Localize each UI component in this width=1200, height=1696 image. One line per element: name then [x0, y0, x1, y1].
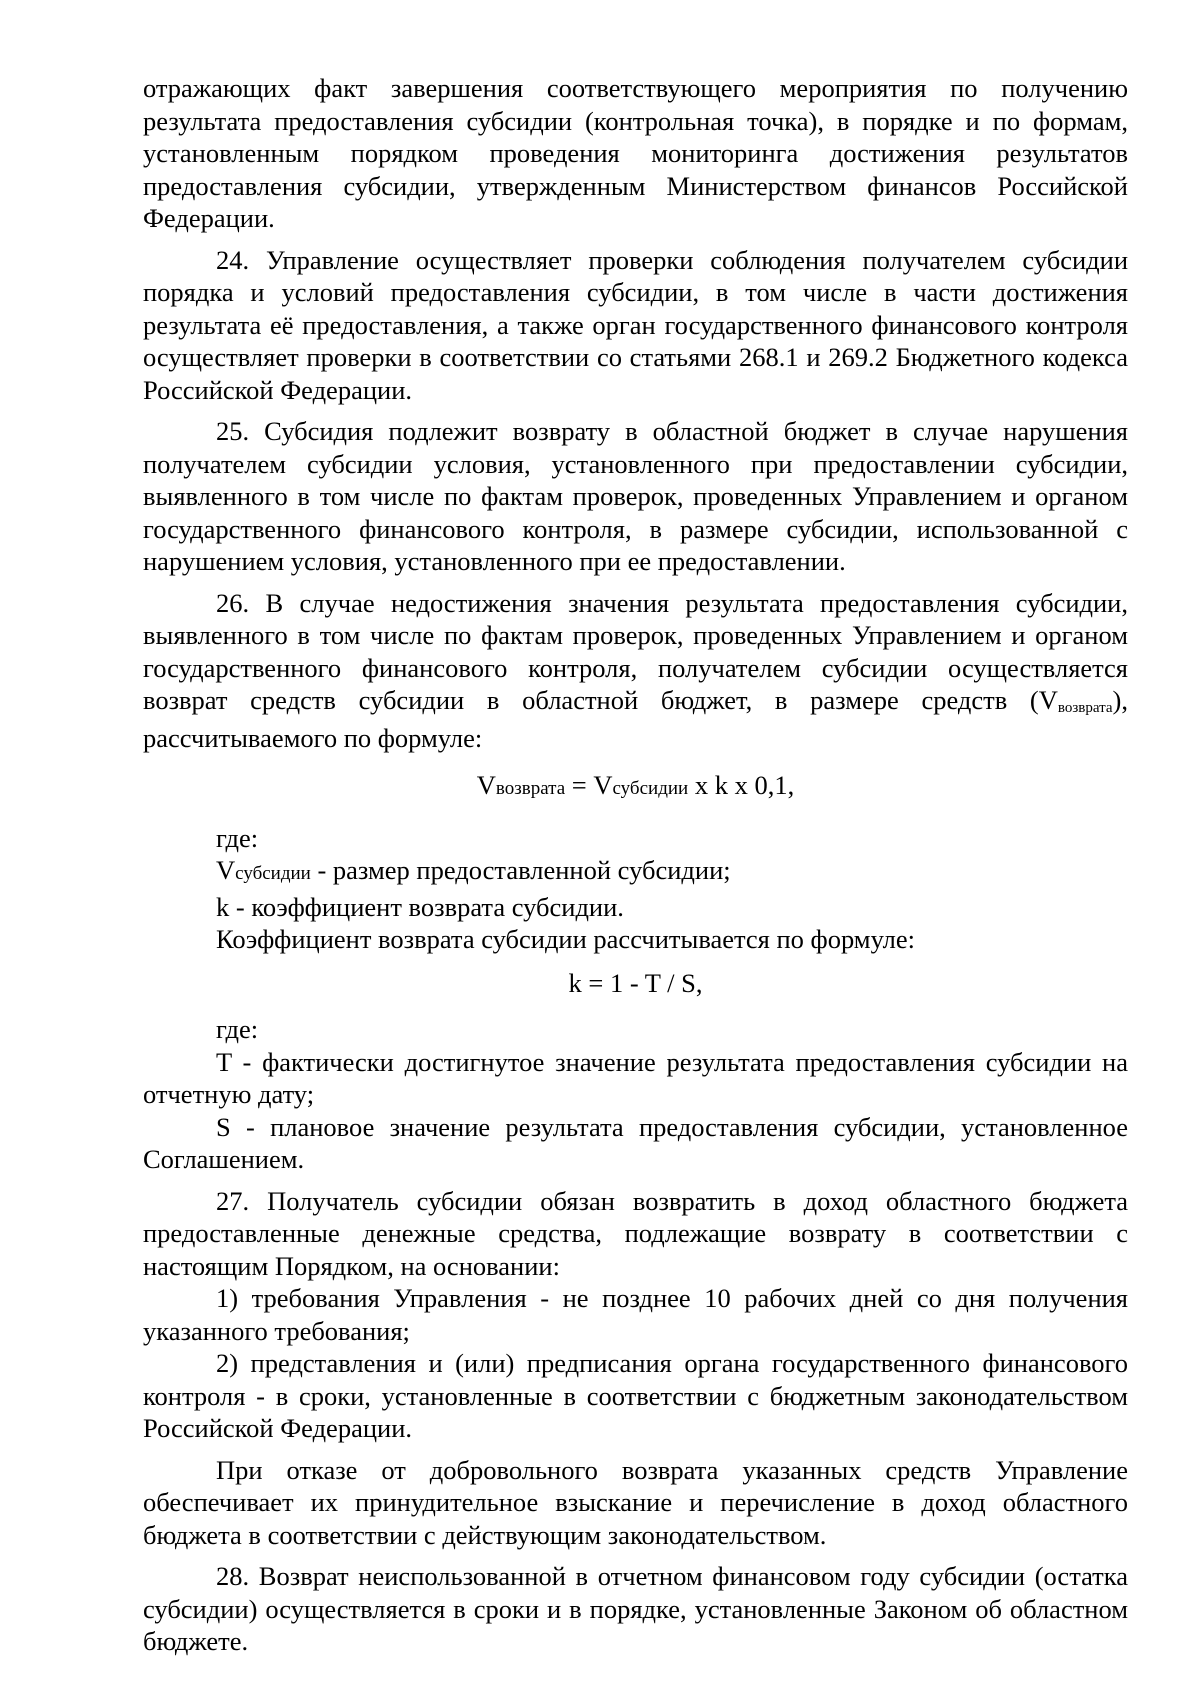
document-page [143, 72, 1128, 1658]
definition-vsubsidii: Vсубсидии - размер предоставленной субсидии; [216, 855, 731, 885]
subscript-vozvrata: возврата [1057, 700, 1113, 716]
paragraph-28: 28. Возврат неиспользованной в отчетном финансовом году субсидии (остатка субсидии) осуществляется в сроки и в порядке, установленные Законом об областном бюджете. [143, 1561, 1128, 1656]
definition-k: k - коэффициент возврата субсидии. [216, 891, 624, 922]
paragraph-27-refusal: При отказе от добровольного возврата указанных средств Управление обеспечивает их принудительное взыскание и перечисление в доход областного бюджета в соответствии с действующим законодательством. [143, 1454, 1128, 1550]
paragraph-26-end: ), рассчитываемого по формуле: [143, 685, 1128, 753]
paragraph-24: 24. Управление осуществляет проверки соблюдения получателем субсидии порядка и условий предоставления субсидии, в том числе в части достижения результата её предоставления, а также орган государственного финансового контроля осуществляет проверки в соответствии со статьями 268.1 и 269.2 Бюджетного кодекса Российской Федерации. [143, 244, 1128, 405]
paragraph-27: 27. Получатель субсидии обязан возвратить в доход областного бюджета предоставленные денежные средства, подлежащие возврату в соответствии с настоящим Порядком, на основании: [143, 1185, 1128, 1281]
paragraph-26 [143, 587, 1128, 755]
paragraph-continuation: отражающих факт завершения соответствующего мероприятия по получению результата предоставления субсидии (контрольная точка), в порядке и по формам, установленным порядком проведения мониторинга достижения результатов предоставления субсидии, утвержденным Министерством финансов Российской Федерации. [143, 73, 1128, 233]
where-label-2: где: [216, 1014, 259, 1044]
paragraph-25: 25. Субсидия подлежит возврату в областной бюджет в случае нарушения получателем субсидии условия, установленного при предоставлении субсидии, выявленного в том числе по фактам проверок, проведенных Управлением и органом государственного финансового контроля, в размере субсидии, использованной с нарушением условия, установленного при ее предоставлении. [143, 416, 1128, 576]
formula-return-amount: Vвозврата = Vсубсидии x k x 0,1, [476, 770, 795, 800]
k-formula-intro: Коэффициент возврата субсидии рассчитывается по формуле: [216, 924, 916, 954]
definition-s: S - плановое значение результата предоставления субсидии, установленное Соглашением. [143, 1111, 1128, 1174]
formula-coefficient: k = 1 - T / S, [568, 967, 703, 998]
where-label-1: где: [216, 822, 259, 853]
formula-sub-subsidii: субсидии [612, 778, 689, 799]
paragraph-27-item-1: 1) требования Управления - не позднее 10 рабочих дней со дня получения указанного требования; [143, 1283, 1128, 1346]
paragraph-27-item-2: 2) представления и (или) предписания органа государственного финансового контроля - в сроки, установленные в соответствии с бюджетным законодательством Российской Федерации. [143, 1348, 1128, 1443]
paragraph-26-text: 26. В случае недостижения значения результата предоставления субсидии, выявленного в том числе по фактам проверок, проведенных Управлением и органом государственного финансового контроля, получателем субсидии осуществляется возврат средств субсидии в областной бюджет, в размере средств (V [143, 587, 1128, 715]
definition-t: T - фактически достигнутое значение результата предоставления субсидии на отчетную дату; [143, 1046, 1128, 1109]
formula-sub-vozvrata: возврата [495, 778, 566, 799]
